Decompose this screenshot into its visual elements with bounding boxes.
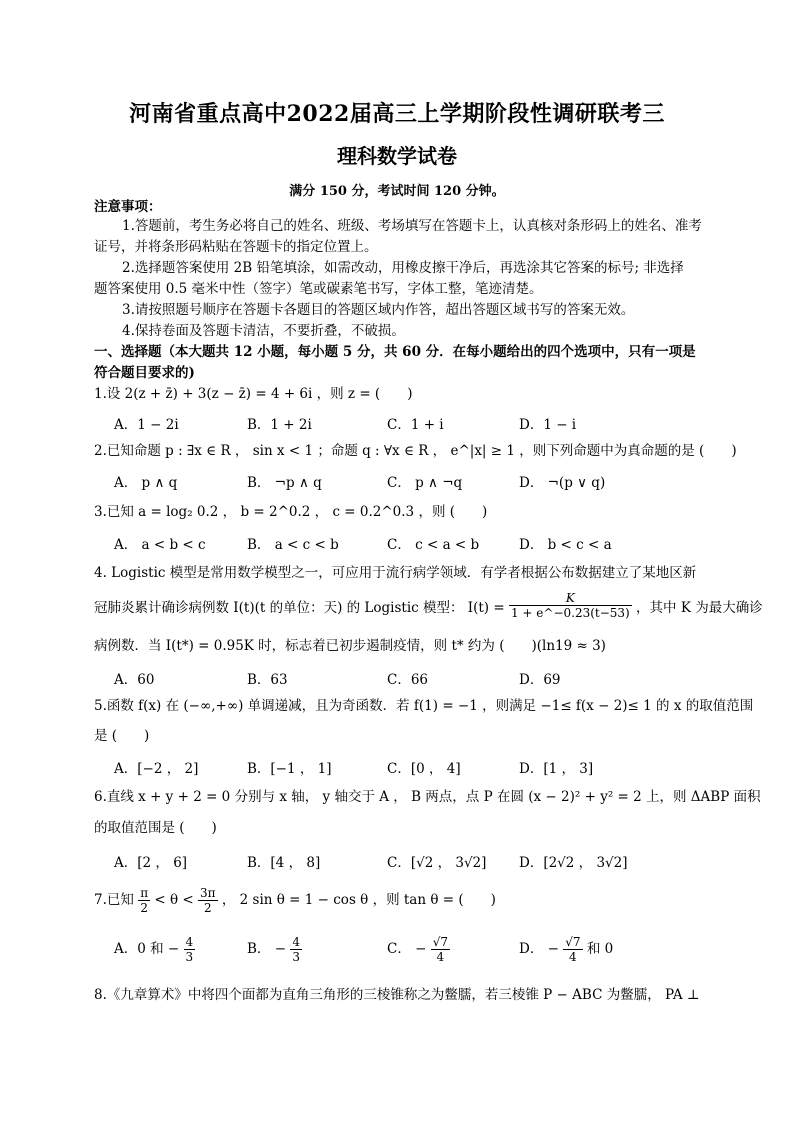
question-2-stem: 2.已知命题 p : ∃x ∈ R ， sin x < 1 ；命题 q : ∀x ∈ R ， e^|x| ≥ 1 ，则下列命题中为真命题的是 ( ) [94,443,737,459]
fraction-numerator: √7 [432,935,449,949]
option-b: B． ¬p ∧ q [247,475,322,491]
fraction-denominator: 3 [292,950,300,964]
fraction-numerator: K [509,591,632,606]
option-d: D．69 [519,672,561,688]
option-a: A． a < b < c [114,537,206,553]
fraction-numerator: 4 [185,935,194,949]
option-d [519,932,613,966]
question-7-stem [94,883,714,917]
option-d: D． b < c < a [519,537,612,553]
note-2b: 题答案使用 0.5 毫米中性（签字）笔或碳素笔书写，字体工整，笔迹清楚。 [94,281,543,297]
fraction-pi-over-2 [138,886,150,915]
q7-post: ， 2 sin θ = 1 − cos θ ，则 tan θ = ( ) [221,892,496,908]
fraction-denominator: 4 [436,950,445,964]
question-1-stem: 1.设 2(z + z̄) + 3(z − z̄) = 4 + 6i ，则 z = ( ) [94,386,413,402]
option-c [387,932,450,966]
exam-info: 满分 150 分，考试时间 120 分钟。 [289,184,505,199]
section-heading-b: 符合题目要求的) [94,365,195,381]
question-4-line-1: 4. Logistic 模型是常用数学模型之一，可应用于流行病学领域．有学者根据公布数据建立了某地区新 [94,565,697,581]
note-1a: 1.答题前，考生务必将自己的姓名、班级、考场填写在答题卡上，认真核对条形码上的姓名、准考 [122,218,702,234]
fraction [563,935,582,964]
question-8-line-1: 8.《九章算术》中将四个面都为直角三角形的三棱锥称之为鳖臑，若三棱锥 P − ABC 为鳖臑， PA ⊥ [94,987,700,1003]
option-b: B．1 + 2i [247,417,312,433]
question-3-stem: 3.已知 a = log₂ 0.2 ， b = 2^0.2 ， c = 0.2^0.3 ，则 ( ) [94,504,488,520]
page-title: 河南省重点高中2022届高三上学期阶段性调研联考三 [129,101,665,127]
q7-pre: 7.已知 [94,892,134,908]
option-a-prefix: A．0 和 − [114,941,180,957]
question-5-line-1: 5.函数 f(x) 在 (−∞,+∞) 单调递减，且为奇函数．若 f(1) = −1 ，则满足 −1≤ f(x − 2)≤ 1 的 x 的取值范围 [94,698,754,714]
note-1b: 证号，并将条形码粘贴在答题卡的指定位置上。 [94,239,378,255]
option-d: D．[1 ， 3] [519,761,594,777]
question-4-line-2 [94,591,763,620]
fraction-denominator: 3 [185,950,194,964]
option-c: C．[0 ， 4] [387,761,461,777]
fraction-numerator: π [140,886,149,900]
notes-heading: 注意事项： [94,199,162,215]
question-4-line-3: 病例数．当 I(t*) = 0.95K 时，标志着已初步遏制疫情，则 t* 约为 ( )(ln19 ≈ 3) [94,638,606,654]
option-c: C．1 + i [387,417,444,433]
note-4: 4.保持卷面及答题卡清洁，不要折叠，不破损。 [122,323,405,339]
fraction-3pi-over-2 [198,886,218,915]
option-c: C．66 [387,672,429,688]
option-a: A． p ∧ q [114,475,178,491]
fraction-numerator: √7 [565,935,581,949]
option-a: A．1 − 2i [114,417,179,433]
option-d-suffix: 和 0 [586,941,614,957]
fraction-denominator: 2 [203,901,212,915]
option-c: C．[√2 ， 3√2] [387,855,487,871]
note-3: 3.请按照题号顺序在答题卡各题目的答题区域内作答，超出答题区域书写的答案无效。 [122,302,635,318]
option-d: D．1 − i [519,417,577,433]
option-a: A．[2 ， 6] [114,855,188,871]
fraction [431,935,450,964]
logistic-fraction [509,591,632,620]
section-heading-a: 一、选择题（本大题共 12 小题，每小题 5 分，共 60 分．在每小题给出的四个选项中，只有一项是 [94,344,696,360]
question-6-line-2: 的取值范围是 ( ) [94,820,217,836]
option-b: B．63 [247,672,288,688]
question-5-line-2: 是 ( ) [94,728,150,744]
question-4-line-2b: ，其中 K 为最大确诊 [636,600,763,616]
option-a [114,932,195,966]
fraction-numerator: 4 [292,935,300,949]
fraction-numerator: 3π [200,886,216,900]
option-c: C． c < a < b [387,537,480,553]
fraction-denominator: 2 [140,901,148,915]
option-d: D． ¬(p ∨ q) [519,475,606,491]
option-d-prefix: D． − [519,941,559,957]
note-2a: 2.选择题答案使用 2B 铅笔填涂，如需改动，用橡皮擦干净后，再选涂其它答案的标号; 非选择 [122,260,684,276]
page-subtitle: 理科数学试卷 [337,144,457,168]
option-b-prefix: B． − [247,941,287,957]
question-4-line-2a: 冠肺炎累计确诊病例数 I(t)(t 的单位：天) 的 Logistic 模型： I(t) = [94,600,505,616]
option-b: B．[4 ， 8] [247,855,321,871]
option-c-prefix: C． − [387,941,427,957]
fraction [290,935,302,964]
option-a: A．60 [114,672,155,688]
fraction-denominator: 4 [569,950,577,964]
fraction-denominator: 1 + e^−0.23(t−53) [510,606,630,620]
option-c: C． p ∧ ¬q [387,475,463,491]
option-a: A．[−2 ， 2] [114,761,199,777]
question-6-line-1: 6.直线 x + y + 2 = 0 分别与 x 轴， y 轴交于 A ， B 两点，点 P 在圆 (x − 2)² + y² = 2 上，则 ΔABP 面积 [94,789,761,805]
option-b [247,932,302,966]
option-b: B． a < c < b [247,537,339,553]
option-d: D．[2√2 ， 3√2] [519,855,628,871]
q7-mid: < θ < [154,892,194,908]
option-b: B．[−1 ， 1] [247,761,332,777]
fraction [184,935,196,964]
